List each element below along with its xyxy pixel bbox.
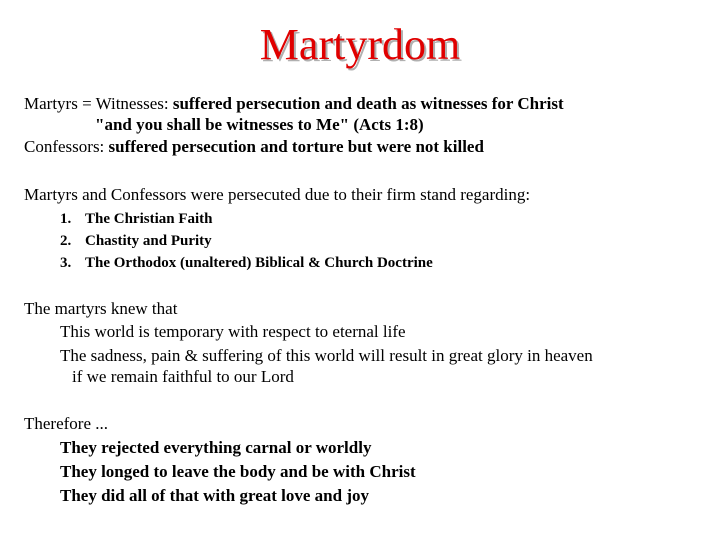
confessors-definition (24, 136, 484, 158)
knew-line: This world is temporary with respect to eternal life (60, 322, 406, 341)
stand-item-number: 1. (60, 211, 72, 227)
stand-item-text: Chastity and Purity (85, 233, 212, 249)
martyrs-ref: Acts 1:8 (358, 115, 418, 134)
stand-item-text: The Christian Faith (85, 211, 213, 227)
therefore-line: They did all of that with great love and joy (60, 486, 370, 505)
stand-list-item (60, 251, 433, 274)
knew-intro: The martyrs knew that (24, 299, 178, 318)
therefore-line: They longed to leave the body and be with Christ (60, 462, 416, 481)
confessors-label: Confessors: (24, 137, 109, 156)
knew-line: The sadness, pain & suffering of this world will result in great glory in heaven (60, 346, 593, 365)
therefore-intro: Therefore ... (24, 414, 109, 433)
martyrs-ref-close: ) (418, 115, 424, 134)
slide-title: Martyrdom (259, 20, 461, 69)
martyrs-quote: "and you shall be witnesses to Me" (95, 115, 350, 134)
martyrs-text: suffered persecution and death as witnesses for Christ (172, 94, 564, 113)
stand-intro: Martyrs and Confessors were persecuted due to their firm stand regarding: (24, 185, 531, 204)
martyrs-definition (24, 93, 564, 115)
therefore-line: They rejected everything carnal or worldly (60, 438, 372, 457)
confessors-text: suffered persecution and torture but were not killed (108, 137, 484, 156)
stand-list-item (60, 207, 213, 230)
martyrs-ref-open: ( (349, 115, 359, 134)
stand-item-number: 3. (60, 255, 72, 271)
martyrs-label: Martyrs = Witnesses: (24, 94, 173, 113)
knew-line-continuation: if we remain faithful to our Lord (72, 367, 294, 386)
stand-item-text: The Orthodox (unaltered) Biblical & Church Doctrine (85, 255, 433, 271)
martyrs-quote-line (95, 114, 424, 136)
stand-list-item (60, 229, 212, 252)
stand-item-number: 2. (60, 233, 72, 249)
